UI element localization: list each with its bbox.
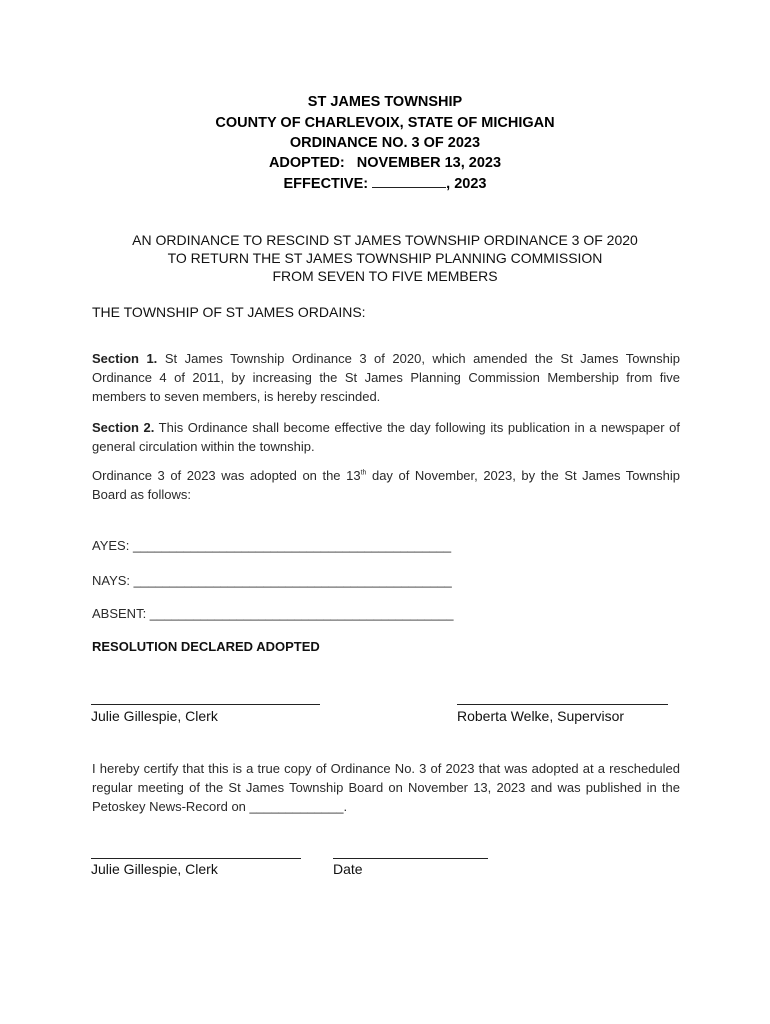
resolution-declared: RESOLUTION DECLARED ADOPTED (92, 639, 320, 654)
effective-label: EFFECTIVE: (283, 176, 369, 192)
adoption-text-after: day of November, 2023, by the St James Township Board as follows: (92, 468, 680, 502)
clerk-signature-name: Julie Gillespie, Clerk (91, 708, 218, 724)
title-line-3: FROM SEVEN TO FIVE MEMBERS (272, 268, 498, 284)
title-line-1: AN ORDINANCE TO RESCIND ST JAMES TOWNSHIP ORDINANCE 3 OF 2020 (132, 232, 638, 248)
nays-line: NAYS: ____________________________________________ (92, 573, 452, 588)
ordains-heading: THE TOWNSHIP OF ST JAMES ORDAINS: (92, 304, 366, 320)
adoption-text-before: Ordinance 3 of 2023 was adopted on the 13 (92, 468, 361, 483)
section-1 (92, 349, 680, 406)
ordinance-number: ORDINANCE NO. 3 OF 2023 (289, 135, 481, 151)
section-2-label: Section 2. (92, 420, 155, 435)
adopted-line (0, 155, 770, 171)
footer-date-line (333, 858, 488, 859)
township-name: ST JAMES TOWNSHIP (307, 94, 463, 110)
title-line-2: TO RETURN THE ST JAMES TOWNSHIP PLANNING COMMISSION (167, 250, 603, 266)
supervisor-signature-name: Roberta Welke, Supervisor (457, 708, 625, 724)
adopted-date: NOVEMBER 13, 2023 (356, 155, 502, 171)
effective-line (0, 176, 770, 192)
footer-clerk-line (91, 858, 301, 859)
adopted-label: ADOPTED: (268, 155, 345, 171)
section-1-text: St James Township Ordinance 3 of 2020, which amended the St James Township Ordinance 4 of 2011, by increasing the St James Planning Commission Membership from five members to seven members, is hereby rescinded. (92, 351, 680, 404)
certification-paragraph: I hereby certify that this is a true copy of Ordinance No. 3 of 2023 that was adopted at a rescheduled regular meeting of the St James Township Board on November 13, 2023 and was published in the Petoskey News-Record on _____________. (92, 761, 680, 814)
section-2-text: This Ordinance shall become effective the day following its publication in a newspaper of general circulation within the township. (92, 420, 680, 454)
county-state: COUNTY OF CHARLEVOIX, STATE OF MICHIGAN (215, 115, 555, 131)
adoption-sup: th (360, 469, 367, 477)
footer-clerk-name: Julie Gillespie, Clerk (91, 861, 218, 877)
adoption-statement (92, 466, 680, 504)
ayes-line: AYES: ____________________________________________ (92, 538, 452, 553)
section-1-label: Section 1. (92, 351, 158, 366)
clerk-signature-line (91, 704, 320, 705)
effective-date-blank (372, 187, 446, 188)
footer-date-label: Date (333, 861, 363, 877)
supervisor-signature-line (457, 704, 668, 705)
absent-line: ABSENT: __________________________________________ (92, 606, 454, 621)
section-2 (92, 418, 680, 456)
effective-year: , 2023 (446, 176, 487, 192)
